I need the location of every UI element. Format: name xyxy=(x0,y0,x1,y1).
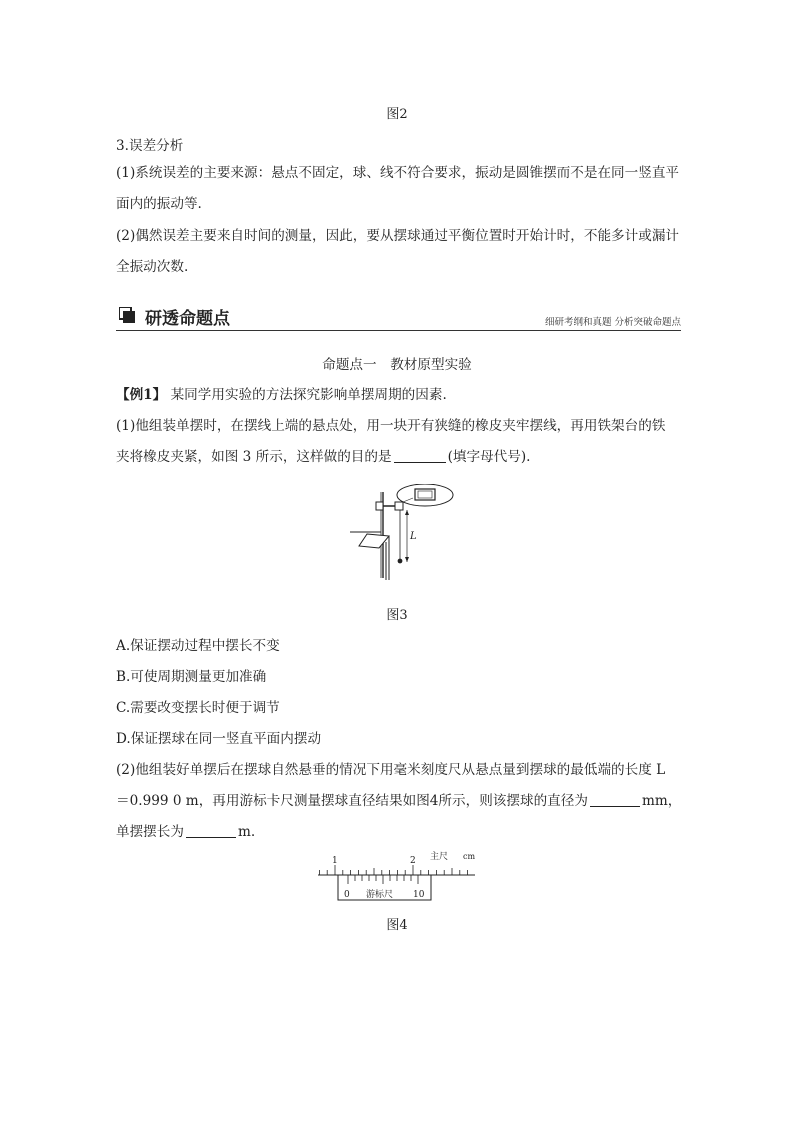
vernier-tick-10: 10 xyxy=(413,890,425,900)
figure-4-caption: 图4 xyxy=(386,918,408,933)
error-analysis-heading: 3.误差分析 xyxy=(116,138,184,154)
section-title: 研透命题点 xyxy=(145,309,230,329)
main-scale-tick-1: 1 xyxy=(332,856,338,866)
main-scale-label: 主尺 xyxy=(430,852,449,862)
question-2-line-2 xyxy=(116,789,681,809)
figure-2-caption: 图2 xyxy=(386,107,408,122)
fig3-length-label: L xyxy=(410,531,417,542)
main-scale-tick-2: 2 xyxy=(410,856,416,866)
question-2-line-1: (2)他组装好单摆后在摆球自然悬垂的情况下用毫米刻度尺从悬点量到摆球的最低端的长度 L xyxy=(116,762,666,778)
example-intro xyxy=(116,383,447,403)
example-intro-text: 某同学用实验的方法探究影响单摆周期的因素. xyxy=(166,387,447,403)
figure-3-pendulum-diagram xyxy=(345,484,460,580)
question-2-text: ＝0.999 0 m，再用游标卡尺测量摆球直径结果如图4所示，则该摆球的直径为 xyxy=(116,793,588,809)
question-1-line-2 xyxy=(116,445,530,465)
section-square-icon xyxy=(119,307,135,323)
option-c: C.需要改变摆长时便于调节 xyxy=(116,700,280,716)
error-analysis-paragraph-1: (1)系统误差的主要来源：悬点不固定，球、线不符合要求，振动是圆锥摆而不是在同一竖直平面内的振动等. xyxy=(116,165,680,212)
main-scale-ticks xyxy=(319,865,467,875)
question-2-length-text: 单摆摆长为 xyxy=(116,824,184,840)
question-2-line-3 xyxy=(116,820,255,840)
question-1-line-1: (1)他组装单摆时，在摆线上端的悬点处，用一块开有狭缝的橡皮夹牢摆线，再用铁架台的铁 xyxy=(116,418,666,434)
option-a: A.保证摆动过程中摆长不变 xyxy=(116,638,280,654)
question-1-text: 夹将橡皮夹紧，如图 3 所示，这样做的目的是 xyxy=(116,449,392,465)
answer-blank-diameter[interactable] xyxy=(590,792,640,807)
question-2-unit-m: m. xyxy=(237,824,256,840)
question-1-hint: (填字母代号). xyxy=(447,449,531,465)
question-2-unit-mm: mm， xyxy=(641,793,682,809)
example-tag: 【例1】 xyxy=(116,387,167,403)
answer-blank-length[interactable] xyxy=(186,823,236,838)
vernier-tick-0: 0 xyxy=(344,890,350,900)
option-d: D.保证摆球在同一竖直平面内摆动 xyxy=(116,731,322,747)
figure-4-vernier-caliper xyxy=(315,848,480,904)
figure-3-caption: 图3 xyxy=(386,608,408,623)
main-scale-unit: cm xyxy=(463,852,476,861)
vernier-scale-label: 游标尺 xyxy=(366,890,394,900)
section-subtitle: 细研考纲和真题 分析突破命题点 xyxy=(544,317,681,328)
topic-title: 命题点一 教材原型实验 xyxy=(322,357,472,373)
option-b: B.可使周期测量更加准确 xyxy=(116,669,267,685)
answer-blank-1[interactable] xyxy=(394,448,446,463)
error-analysis-paragraph-2: (2)偶然误差主要来自时间的测量，因此，要从摆球通过平衡位置时开始计时，不能多计或漏计全振动次数. xyxy=(116,228,680,275)
